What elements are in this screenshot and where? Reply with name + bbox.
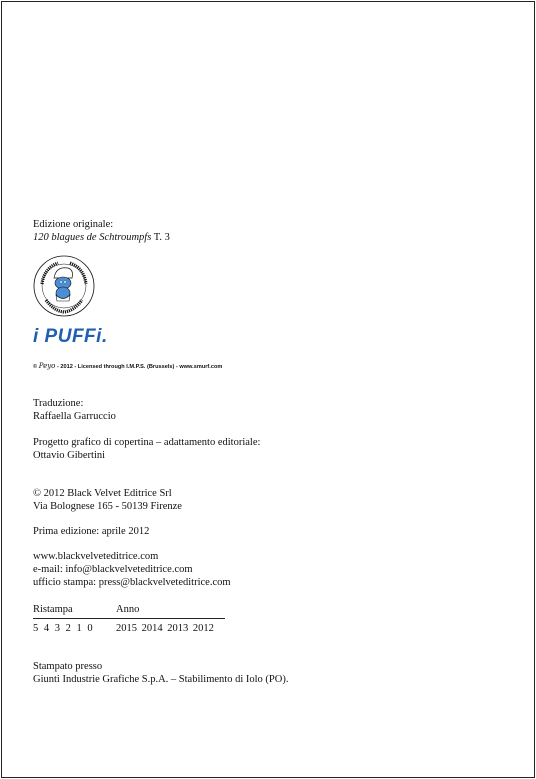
copyright-symbol: © xyxy=(33,364,38,370)
press-email-link[interactable]: ufficio stampa: press@blackvelveteditrice.com xyxy=(33,577,231,588)
license-text: - 2012 - Licensed through I.M.P.S. (Brussels) - www.smurf.com xyxy=(56,364,223,370)
publisher-copyright: © 2012 Black Velvet Editrice Srl xyxy=(33,488,172,499)
year-header: Anno xyxy=(116,604,140,615)
publisher-block xyxy=(33,487,182,513)
first-edition-block xyxy=(33,525,149,538)
designer-name: Ottavio Gibertini xyxy=(33,450,106,461)
table-rule xyxy=(33,618,225,619)
printer-name: Giunti Industrie Grafiche S.p.A. – Stabilimento di Iolo (PO). xyxy=(33,674,289,685)
license-line xyxy=(33,362,222,370)
website-link[interactable]: www.blackvelveteditrice.com xyxy=(33,551,159,562)
translator-name: Raffaella Garruccio xyxy=(33,411,116,422)
original-edition-volume: T. 3 xyxy=(153,232,170,243)
contacts-block xyxy=(33,550,231,589)
original-edition-block xyxy=(33,218,170,244)
translation-label: Traduzione: xyxy=(33,398,84,409)
printing-label: Stampato presso xyxy=(33,661,103,672)
reprint-years: 2015 2014 2013 2012 xyxy=(116,623,214,634)
reprint-numbers: 5 4 3 2 1 0 xyxy=(33,623,93,634)
original-edition-title: 120 blagues de Schtroumpfs xyxy=(33,232,152,243)
translation-block xyxy=(33,397,116,423)
printing-block xyxy=(33,660,288,686)
email-link[interactable]: e-mail: info@blackvelveteditrice.com xyxy=(33,564,193,575)
original-edition-label: Edizione originale: xyxy=(33,219,114,230)
peyo-signature: Peyo xyxy=(38,362,56,370)
first-edition-text: Prima edizione: aprile 2012 xyxy=(33,526,150,537)
i-puffi-brand-logo: i PUFFi. xyxy=(33,326,108,347)
publisher-address: Via Bolognese 165 - 50139 Firenze xyxy=(33,501,182,512)
design-label: Progetto grafico di copertina – adattamento editoriale: xyxy=(33,437,261,448)
smurf-seal-logo xyxy=(32,254,96,318)
original-edition-title-line xyxy=(33,231,170,244)
design-block xyxy=(33,436,260,462)
reprint-header: Ristampa xyxy=(33,604,73,615)
